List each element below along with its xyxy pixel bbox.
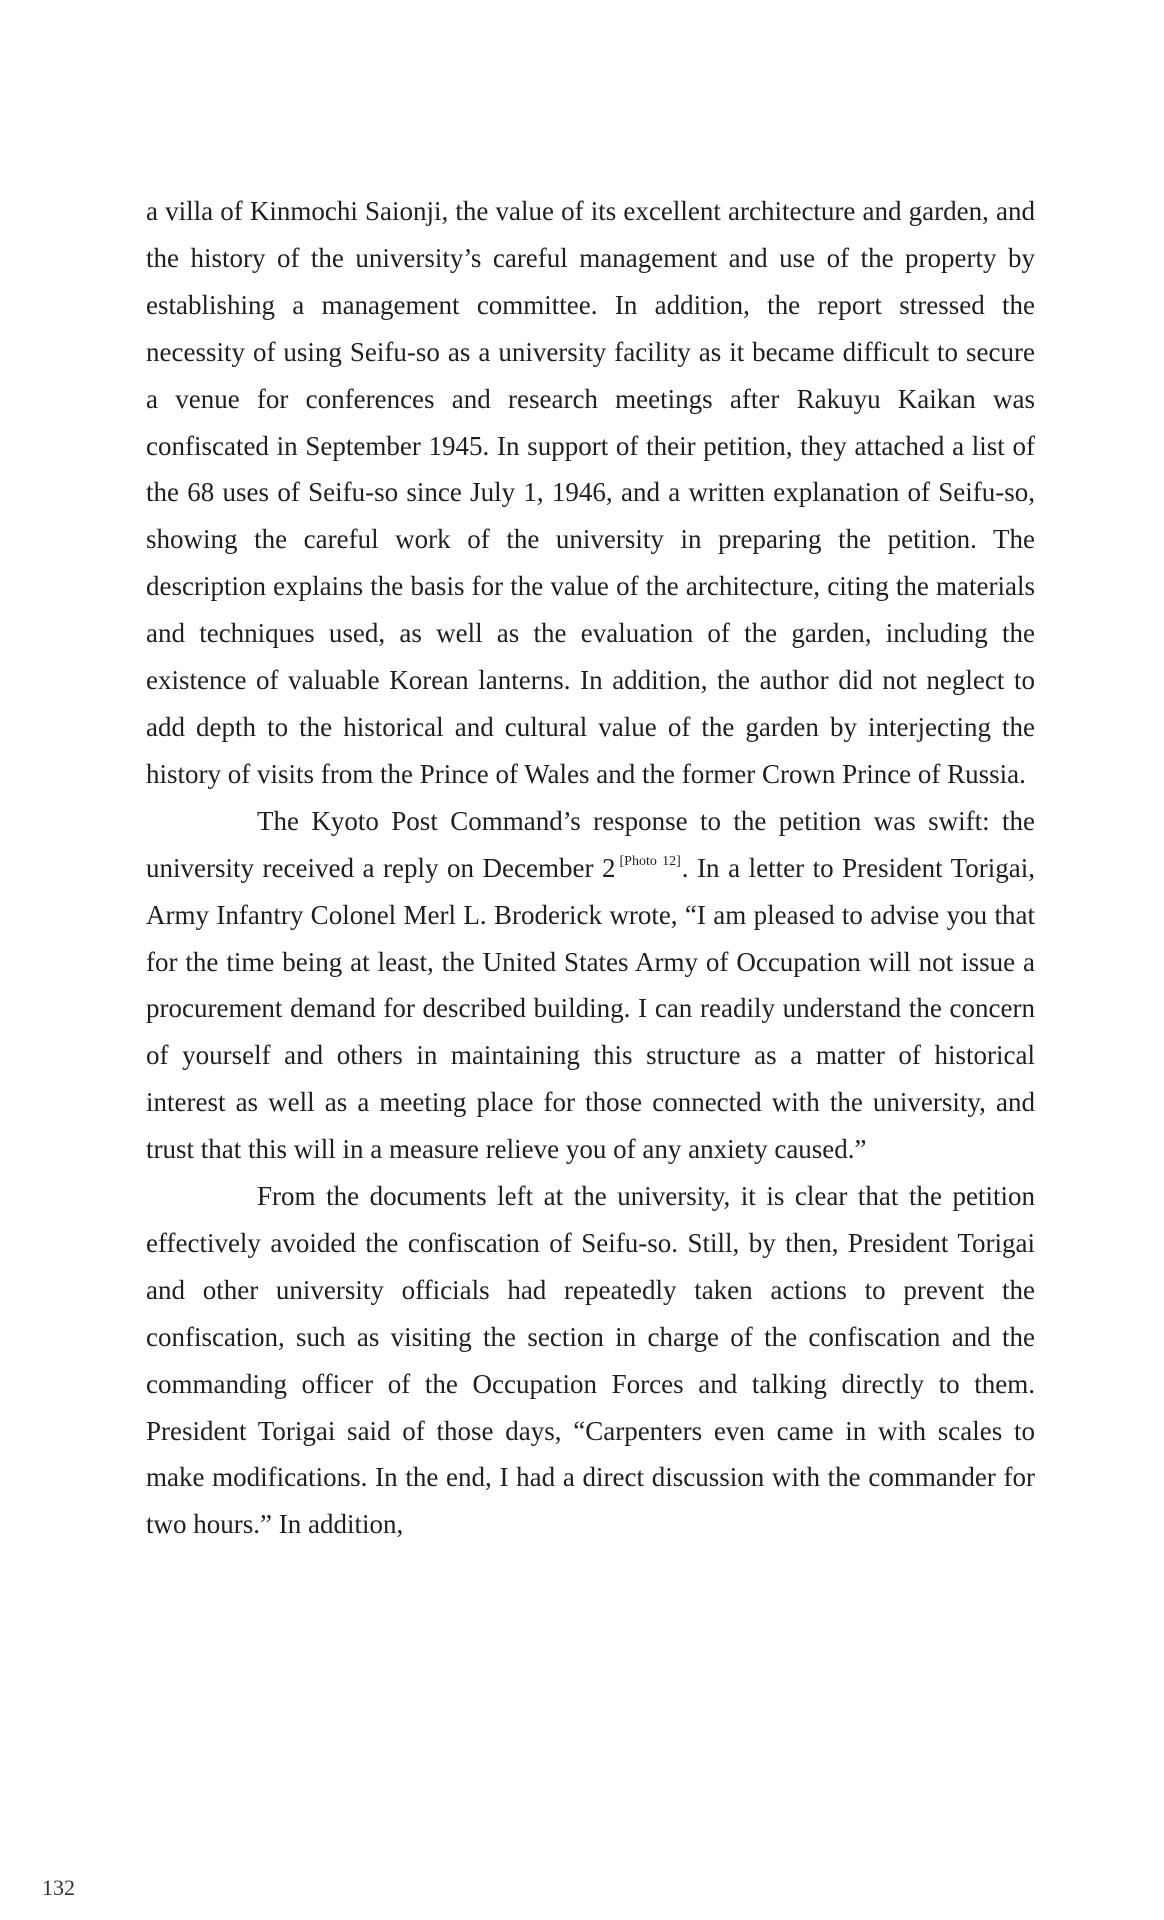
- paragraph-2-text-before: The Kyoto Post Command’s response to the petition was swift: the university received a reply on December 2: [146, 805, 1035, 883]
- paragraph-2-text-after: . In a letter to President Torigai, Army Infantry Colonel Merl L. Broderick wrote, “I am pleased to advise you that for the time being at least, the United States Army of Occupation will not issue a procurement demand for described building. I can readily understand the concern of yourself and others in maintaining this structure as a matter of historical interest as well as a meeting place for those connected with the university, and trust that this will in a measure relieve you of any anxiety caused.”: [146, 852, 1035, 1165]
- paragraph-3: From the documents left at the university, it is clear that the petition effectively avoided the confiscation of Seifu-so. Still, by then, President Torigai and other university officials had repeatedly taken actions to prevent the confiscation, such as visiting the section in charge of the confiscation and the commanding officer of the Occupation Forces and talking directly to them. President Torigai said of those days, “Carpenters even came in with scales to make modifications. In the end, I had a direct discussion with the commander for two hours.” In addition,: [146, 1181, 1035, 1540]
- body-text: [146, 188, 1035, 1548]
- paragraph-2: [146, 798, 1035, 1173]
- photo-reference: [Photo 12]: [619, 853, 681, 869]
- paragraph-1: a villa of Kinmochi Saionji, the value of its excellent architecture and garden, and the history of the university’s careful management and use of the property by establishing a management committee. In addition, the report stressed the necessity of using Seifu-so as a university facility as it became difficult to secure a venue for conferences and research meetings after Rakuyu Kaikan was confiscated in September 1945. In support of their petition, they attached a list of the 68 uses of Seifu-so since July 1, 1946, and a written explanation of Seifu-so, showing the careful work of the university in preparing the petition. The description explains the basis for the value of the architecture, citing the materials and techniques used, as well as the evaluation of the garden, including the existence of valuable Korean lanterns. In addition, the author did not neglect to add depth to the historical and cultural value of the garden by interjecting the history of visits from the Prince of Wales and the former Crown Prince of Russia.: [146, 196, 1035, 789]
- page-number: 132: [42, 1875, 75, 1900]
